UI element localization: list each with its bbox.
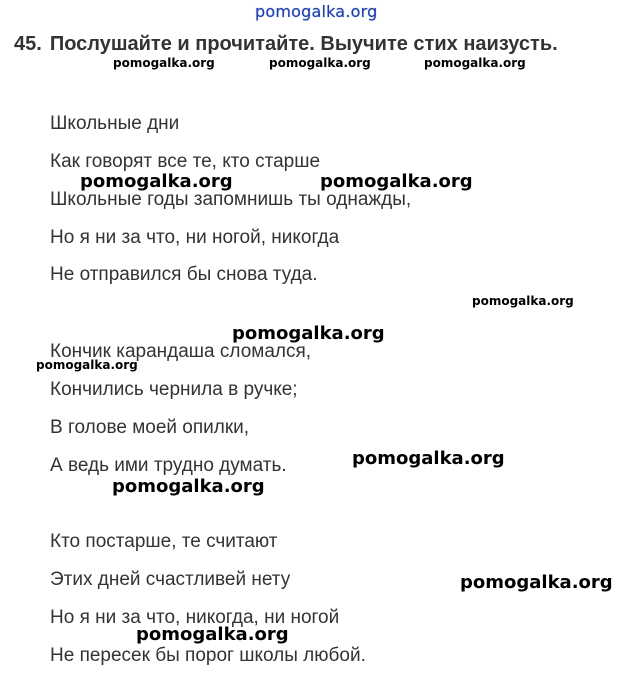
poem-line: Как говорят все те, кто старше [50, 151, 321, 172]
task-heading [14, 34, 558, 54]
poem-line: Этих дней счастливей нету [50, 569, 291, 590]
poem-line: Кто постарше, те считают [50, 531, 278, 552]
poem-title: Школьные дни [50, 113, 180, 134]
watermark: pomogalka.org [269, 56, 371, 70]
poem-line: Не пересек бы порог школы любой. [50, 645, 366, 666]
poem-line: Кончик карандаша сломался, [50, 341, 312, 362]
watermark: pomogalka.org [113, 56, 215, 70]
poem-line: Но я ни за что, никогда, ни ногой [50, 607, 340, 628]
watermark: pomogalka.org [136, 624, 289, 645]
watermark: pomogalka.org [112, 476, 265, 497]
poem-line: Школьные годы запомнишь ты однажды, [50, 189, 412, 210]
watermark: pomogalka.org [320, 171, 473, 192]
poem-line: В голове моей опилки, [50, 417, 250, 438]
poem-line: А ведь ими трудно думать. [50, 455, 287, 476]
watermark: pomogalka.org [352, 448, 505, 469]
watermark: pomogalka.org [80, 171, 233, 192]
watermark: pomogalka.org [232, 323, 385, 344]
poem-line: Не отправился бы снова туда. [50, 264, 318, 285]
task-instruction: Послушайте и прочитайте. Выучите стих наизусть. [49, 33, 558, 55]
watermark: pomogalka.org [424, 56, 526, 70]
watermark: pomogalka.org [460, 572, 613, 593]
poem-line: Но я ни за что, ни ногой, никогда [50, 227, 340, 248]
poem-line: Кончились чернила в ручке; [50, 379, 298, 400]
task-number: 45. [14, 33, 42, 55]
watermark-top: pomogalka.org [255, 2, 378, 21]
watermark: pomogalka.org [36, 358, 138, 372]
watermark: pomogalka.org [472, 294, 574, 308]
